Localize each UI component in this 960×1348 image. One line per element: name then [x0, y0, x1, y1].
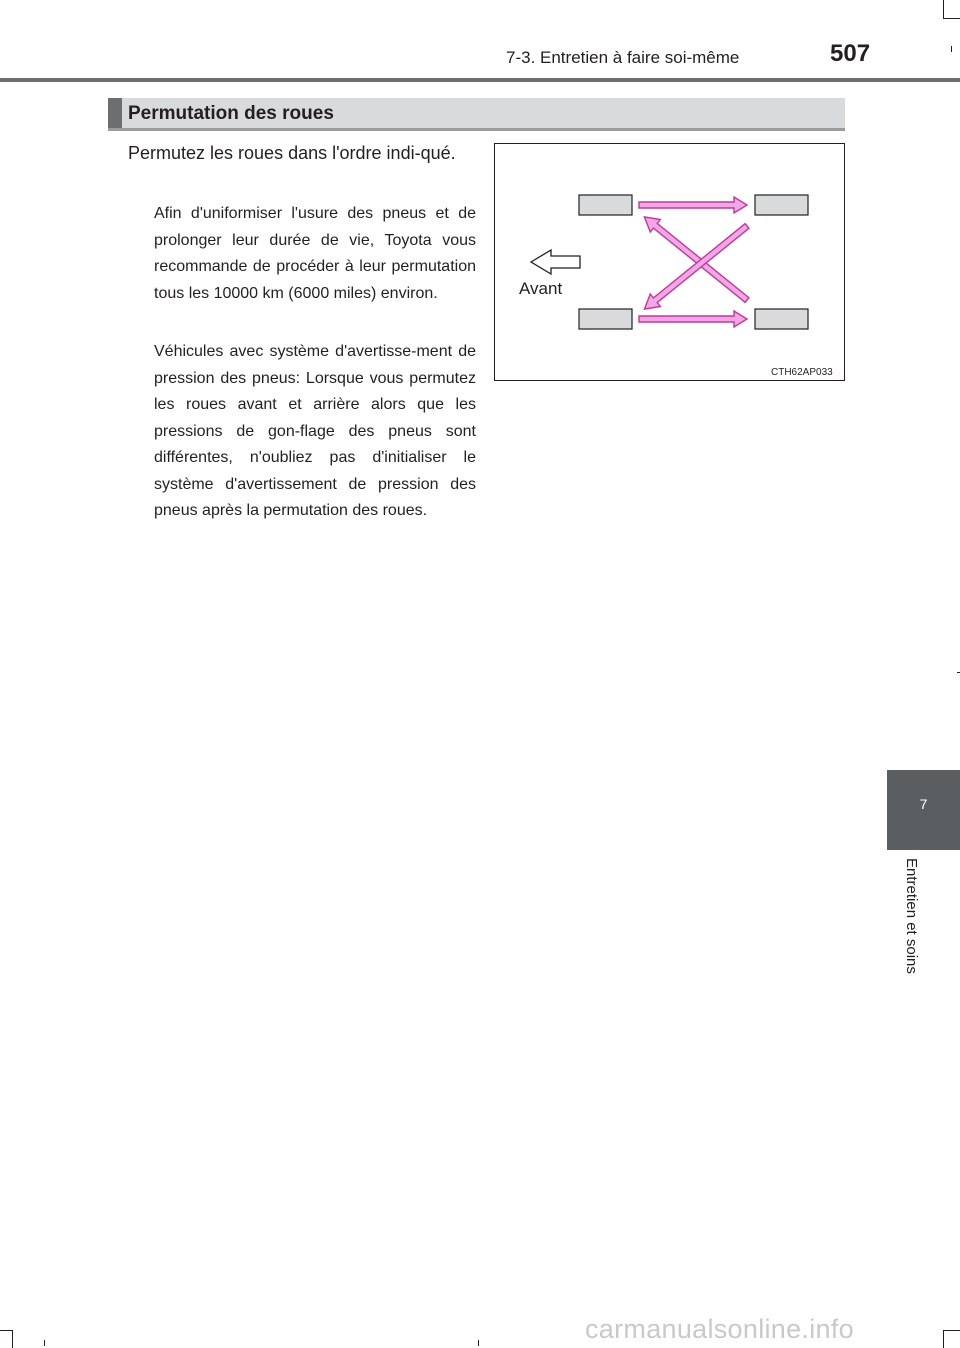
section-heading-bar [108, 98, 845, 131]
chapter-tab [887, 770, 960, 850]
lead-paragraph: Permutez les roues dans l'ordre indi-qué. [128, 143, 456, 163]
page-number: 507 [830, 40, 871, 67]
tire-rear-left [755, 195, 808, 215]
paragraph-rotation-interval: Afin d'uniformiser l'usure des pneus et de prolonger leur durée de vie, Toyota vous recommande de procéder à leur permutation tous les 10000 km (6000 miles) environ. [154, 205, 476, 302]
crop-mark [943, 0, 944, 18]
tire-front-left [579, 195, 632, 215]
tire-rotation-diagram [494, 143, 845, 381]
crop-mark [478, 1340, 479, 1346]
crop-mark [951, 46, 952, 52]
heading-accent-bar [108, 98, 122, 128]
paragraph-tpms-note: Véhicules avec système d'avertisse-ment de pression des pneus: Lorsque vous permutez les roues avant et arrière alors que les pressions de gon-flage des pneus sont différentes, n'oubliez pas d'initialiser le système d'avertissement de pression des pneus après la permutation des roues. [154, 343, 476, 519]
crop-mark [12, 1330, 13, 1348]
tire-rear-right [755, 309, 808, 329]
front-label: Avant [519, 279, 563, 298]
crop-mark [0, 1330, 12, 1331]
section-heading: Permutation des roues [128, 103, 334, 124]
tire-front-right [579, 309, 632, 329]
chapter-label: Entretien et soins [903, 858, 920, 974]
figure-code: CTH62AP033 [771, 367, 833, 378]
crop-mark [44, 1340, 45, 1346]
crop-mark [943, 1330, 960, 1331]
chapter-number: 7 [919, 796, 928, 812]
crop-mark [943, 1330, 944, 1348]
running-header-title: 7-3. Entretien à faire soi-même [506, 48, 740, 67]
header-rule [0, 78, 960, 82]
watermark: carmanualsonline.info [585, 1314, 854, 1344]
crop-mark [943, 18, 960, 19]
